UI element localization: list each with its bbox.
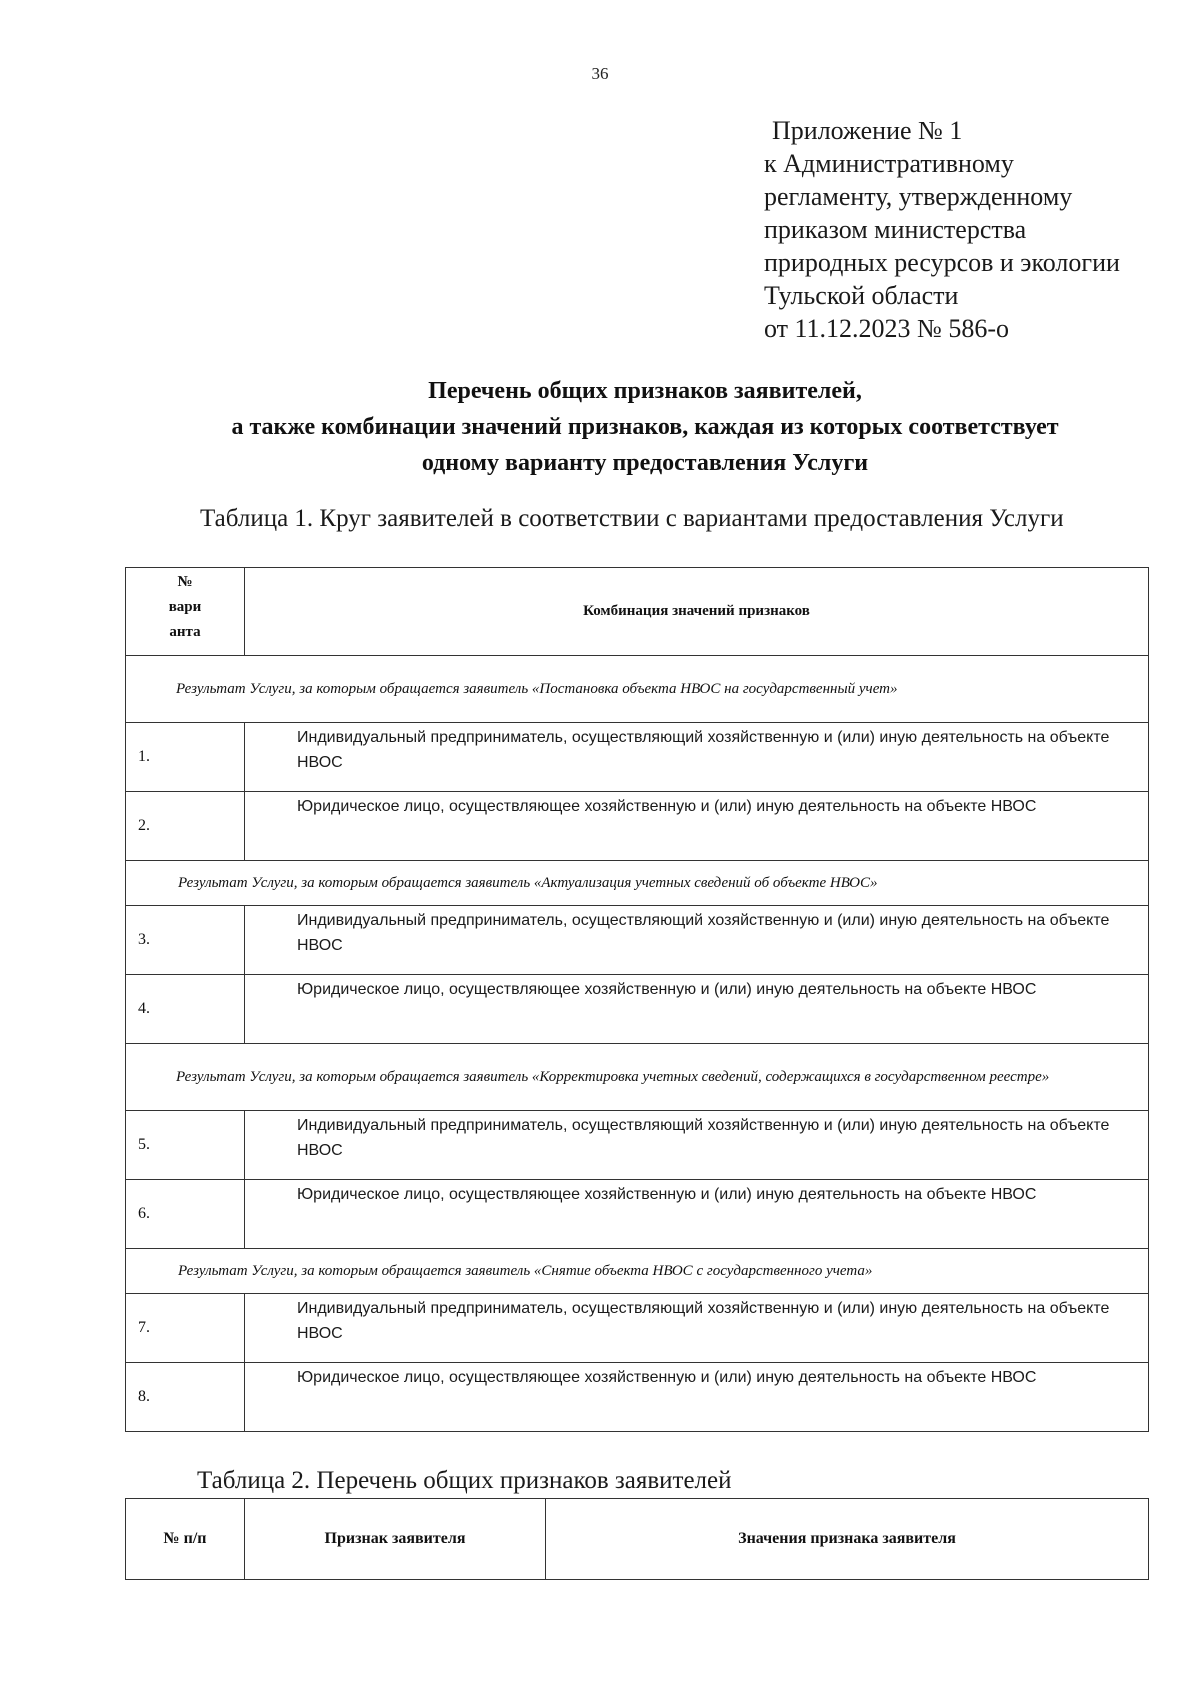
table2-caption: Таблица 2. Перечень общих признаков заявителей — [197, 1467, 732, 1494]
header-attribute-values: Значения признака заявителя — [546, 1499, 1149, 1580]
result-cell: Результат Услуги, за которым обращается заявитель «Снятие объекта НВОС с государственного учета» — [126, 1249, 1149, 1294]
variant-description: Юридическое лицо, осуществляющее хозяйственную и (или) иную деятельность на объекте НВОС — [245, 792, 1149, 861]
variant-number: 3. — [126, 906, 245, 975]
variant-number: 4. — [126, 975, 245, 1044]
header-num-line: вари — [168, 599, 202, 615]
header-variant-number — [126, 568, 245, 656]
table-row — [126, 1363, 1149, 1432]
result-cell: Результат Услуги, за которым обращается заявитель «Актуализация учетных сведений об объекте НВОС» — [126, 861, 1149, 906]
table-row — [126, 1111, 1149, 1180]
variant-description: Юридическое лицо, осуществляющее хозяйственную и (или) иную деятельность на объекте НВОС — [245, 975, 1149, 1044]
result-row — [126, 861, 1149, 906]
table2 — [125, 1498, 1149, 1580]
appendix-line: к Административному — [764, 149, 1014, 178]
table1-header-row — [126, 568, 1149, 656]
table-row — [126, 723, 1149, 792]
variant-number: 8. — [126, 1363, 245, 1432]
table-row — [126, 906, 1149, 975]
appendix-line: Тульской области — [764, 281, 959, 310]
variant-number: 5. — [126, 1111, 245, 1180]
result-cell: Результат Услуги, за которым обращается заявитель «Корректировка учетных сведений, содержащихся в государственном реестре» — [126, 1044, 1149, 1111]
result-cell: Результат Услуги, за которым обращается заявитель «Постановка объекта НВОС на государственный учет» — [126, 656, 1149, 723]
header-item-number: № п/п — [126, 1499, 245, 1580]
table1-caption: Таблица 1. Круг заявителей в соответствии с вариантами предоставления Услуги — [200, 505, 1064, 532]
table-row — [126, 792, 1149, 861]
header-combination: Комбинация значений признаков — [245, 568, 1149, 656]
variant-description: Юридическое лицо, осуществляющее хозяйственную и (или) иную деятельность на объекте НВОС — [245, 1363, 1149, 1432]
header-num-line: № — [177, 574, 193, 590]
header-num-line: анта — [169, 624, 201, 640]
title-line: а также комбинации значений признаков, каждая из которых соответствует — [231, 414, 1059, 440]
appendix-line: приказом министерства — [764, 215, 1027, 244]
document-title — [60, 373, 1200, 481]
header-applicant-attribute: Признак заявителя — [245, 1499, 546, 1580]
table-row — [126, 1180, 1149, 1249]
variant-number: 1. — [126, 723, 245, 792]
title-line: Перечень общих признаков заявителей, — [428, 378, 862, 404]
table-row — [126, 975, 1149, 1044]
variant-description: Индивидуальный предприниматель, осуществляющий хозяйственную и (или) иную деятельность на объекте НВОС — [245, 723, 1149, 792]
variant-description: Индивидуальный предприниматель, осуществляющий хозяйственную и (или) иную деятельность на объекте НВОС — [245, 1294, 1149, 1363]
table1 — [125, 567, 1149, 1432]
variant-description: Индивидуальный предприниматель, осуществляющий хозяйственную и (или) иную деятельность на объекте НВОС — [245, 906, 1149, 975]
result-row — [126, 1249, 1149, 1294]
variant-description: Юридическое лицо, осуществляющее хозяйственную и (или) иную деятельность на объекте НВОС — [245, 1180, 1149, 1249]
variant-number: 7. — [126, 1294, 245, 1363]
result-row — [126, 1044, 1149, 1111]
variant-description: Индивидуальный предприниматель, осуществляющий хозяйственную и (или) иную деятельность на объекте НВОС — [245, 1111, 1149, 1180]
variant-number: 2. — [126, 792, 245, 861]
table-row — [126, 1294, 1149, 1363]
title-line: одному варианту предоставления Услуги — [421, 450, 869, 476]
appendix-line: Приложение № 1 — [772, 116, 963, 145]
result-row — [126, 656, 1149, 723]
appendix-line: регламенту, утвержденному — [764, 182, 1073, 211]
appendix-line: природных ресурсов и экологии — [764, 248, 1120, 277]
appendix-block — [764, 114, 1184, 345]
appendix-line: от 11.12.2023 № 586-о — [764, 314, 1010, 343]
variant-number: 6. — [126, 1180, 245, 1249]
page-number: 36 — [591, 64, 609, 83]
table2-header-row — [126, 1499, 1149, 1580]
